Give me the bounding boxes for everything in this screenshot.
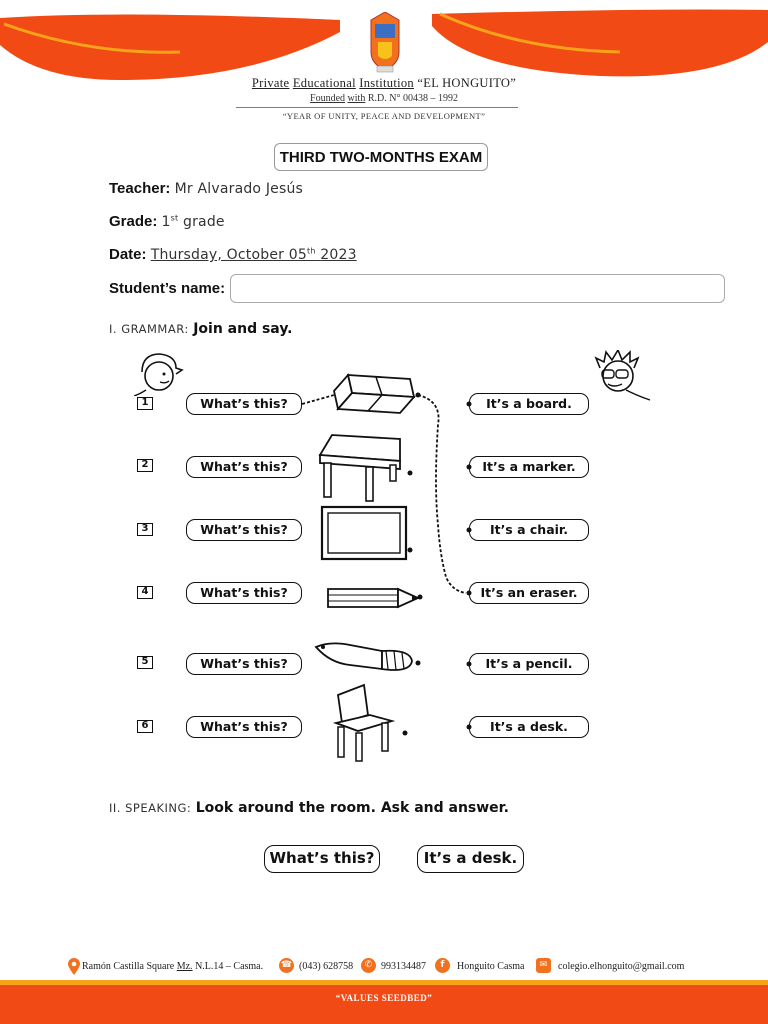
email-icon: ✉ [536, 958, 551, 973]
question-bubble: What’s this? [186, 653, 302, 675]
school-name: Private Educational Institution “EL HONGUITO” [251, 76, 517, 90]
answer-bubble: It’s a desk. [469, 716, 589, 738]
student-name-label: Student’s name: [109, 280, 226, 297]
exercise-drawings [120, 345, 680, 775]
footer-whatsapp: 993134487 [381, 961, 426, 972]
item-number: 6 [137, 720, 153, 733]
whatsapp-icon: ✆ [361, 958, 376, 973]
chair-icon [336, 685, 392, 761]
grade-value: 1st grade [161, 213, 225, 230]
section-speaking-header: II. SPEAKING: Look around the room. Ask and answer. [109, 800, 509, 816]
footer-address: Ramón Castilla Square Mz. N.L.14 – Casma. [82, 961, 264, 972]
year-motto: “YEAR OF UNITY, PEACE AND DEVELOPMENT” [282, 111, 486, 121]
item-number: 4 [137, 586, 153, 599]
question-bubble: What’s this? [186, 519, 302, 541]
footer-facebook: Honguito Casma [457, 961, 525, 972]
pencil-icon [328, 589, 420, 607]
item-number: 2 [137, 459, 153, 472]
answer-bubble: It’s a pencil. [469, 653, 589, 675]
matching-exercise [120, 345, 680, 775]
grade-label: Grade: [109, 213, 158, 230]
board-icon [322, 507, 406, 559]
item-number: 3 [137, 523, 153, 536]
footer-phone: (043) 628758 [299, 961, 354, 972]
question-bubble: What’s this? [186, 716, 302, 738]
marker-icon [316, 643, 412, 670]
footer-email[interactable]: colegio.elhonguito@gmail.com [558, 961, 685, 972]
question-bubble: What’s this? [186, 582, 302, 604]
teacher-label: Teacher: [109, 180, 171, 197]
answer-bubble: It’s an eraser. [469, 582, 589, 604]
facebook-icon: f [435, 958, 450, 973]
exam-title: THIRD TWO-MONTHS EXAM [274, 143, 488, 171]
grade-row [109, 213, 225, 230]
eraser-icon [334, 375, 414, 413]
student-name-input[interactable] [230, 274, 725, 303]
item-number: 5 [137, 656, 153, 669]
answer-bubble: It’s a board. [469, 393, 589, 415]
school-crest-icon [370, 12, 400, 74]
date-label: Date: [109, 246, 147, 263]
student-name-row [109, 280, 225, 297]
answer-bubble: It’s a chair. [469, 519, 589, 541]
header-rule [236, 107, 518, 108]
teacher-value: Mr Alvarado Jesús [174, 181, 304, 197]
answer-bubble: It’s a marker. [469, 456, 589, 478]
founded-line: Founded with R.D. N° 00438 – 1992 [310, 93, 458, 104]
phone-icon: ☎ [279, 958, 294, 973]
teacher-row [109, 180, 303, 197]
footer-motto: “VALUES SEEDBED” [335, 993, 433, 1003]
item-number: 1 [137, 397, 153, 410]
speaking-answer-bubble: It’s a desk. [417, 845, 524, 873]
question-bubble: What’s this? [186, 393, 302, 415]
date-row [109, 246, 357, 263]
footer-contact [0, 958, 768, 980]
speaking-question-bubble: What’s this? [264, 845, 380, 873]
section-grammar-header: I. GRAMMAR: Join and say. [109, 321, 293, 337]
desk-icon [320, 435, 400, 501]
date-value: Thursday, October 05th 2023 [150, 246, 357, 263]
location-pin-icon [68, 958, 80, 976]
question-bubble: What’s this? [186, 456, 302, 478]
